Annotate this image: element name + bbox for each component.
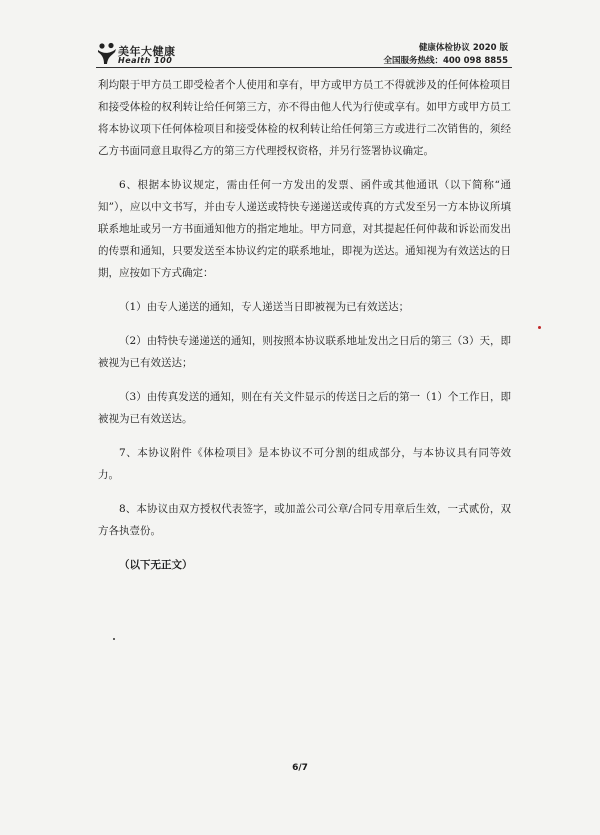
paragraph-item-2: （2）由特快专递递送的通知，则按照本协议联系地址发出之日后的第三（3）天，即被视为已有效送达；: [98, 335, 511, 369]
end-of-text-note: （以下无正文）: [119, 559, 193, 571]
paragraph-clause-7: 7、本协议附件《体检项目》是本协议不可分割的组成部分，与本协议具有同等效力。: [98, 447, 511, 481]
paragraph-item-1: （1）由专人递送的通知，专人递送当日即被视为已有效送达；: [119, 301, 410, 313]
brand-name-en: Health 100: [118, 56, 173, 65]
stray-ink-dot: [113, 638, 115, 640]
header-divider: [96, 67, 512, 68]
paragraph-clause-6: 6、根据本协议规定，需由任何一方发出的发票、函件或其他通讯（以下简称“通知”），应以中文书写，并由专人递送或特快专递递送或传真的方式发至另一方本协议所填联系地址或另一方书面通知他方的指定地址。甲方同意，对其提起任何仲裁和诉讼而发出的传票和通知，只要发送至本协议约定的联系地址，即视为送达。通知视为有效送达的日期，应按如下方式确定：: [98, 179, 511, 279]
page-number: 6/7: [292, 763, 308, 773]
brand-logo: [96, 42, 206, 68]
paragraph-clause-8: 8、本协议由双方授权代表签字，或加盖公司公章/合同专用章后生效，一式贰份，双方各执壹份。: [98, 503, 511, 537]
document-title: 健康体检协议 2020 版: [418, 43, 508, 53]
header-info: [383, 42, 508, 68]
paragraph-continued: 利均限于甲方员工即受检者个人使用和享有，甲方或甲方员工不得就涉及的任何体检项目和接受体检的权利转让给任何第三方，亦不得由他人代为行使或享有。如甲方或甲方员工将本协议项下任何体检项目和接受体检的权利转让给任何第三方或进行二次销售的，须经乙方书面同意且取得乙方的第三方代理授权资格，并另行签署协议确定。: [98, 79, 511, 157]
brand-name-cn: 美年大健康: [118, 45, 176, 58]
stray-ink-dot: [538, 326, 541, 329]
paragraph-item-3: （3）由传真发送的通知，则在有关文件显示的传送日之后的第一（1）个工作日，即被视为已有效送达。: [98, 391, 511, 425]
brand-figure-icon: [96, 42, 118, 66]
document-body: [98, 74, 511, 576]
service-hotline: 全国服务热线：400 098 8855: [383, 56, 508, 66]
